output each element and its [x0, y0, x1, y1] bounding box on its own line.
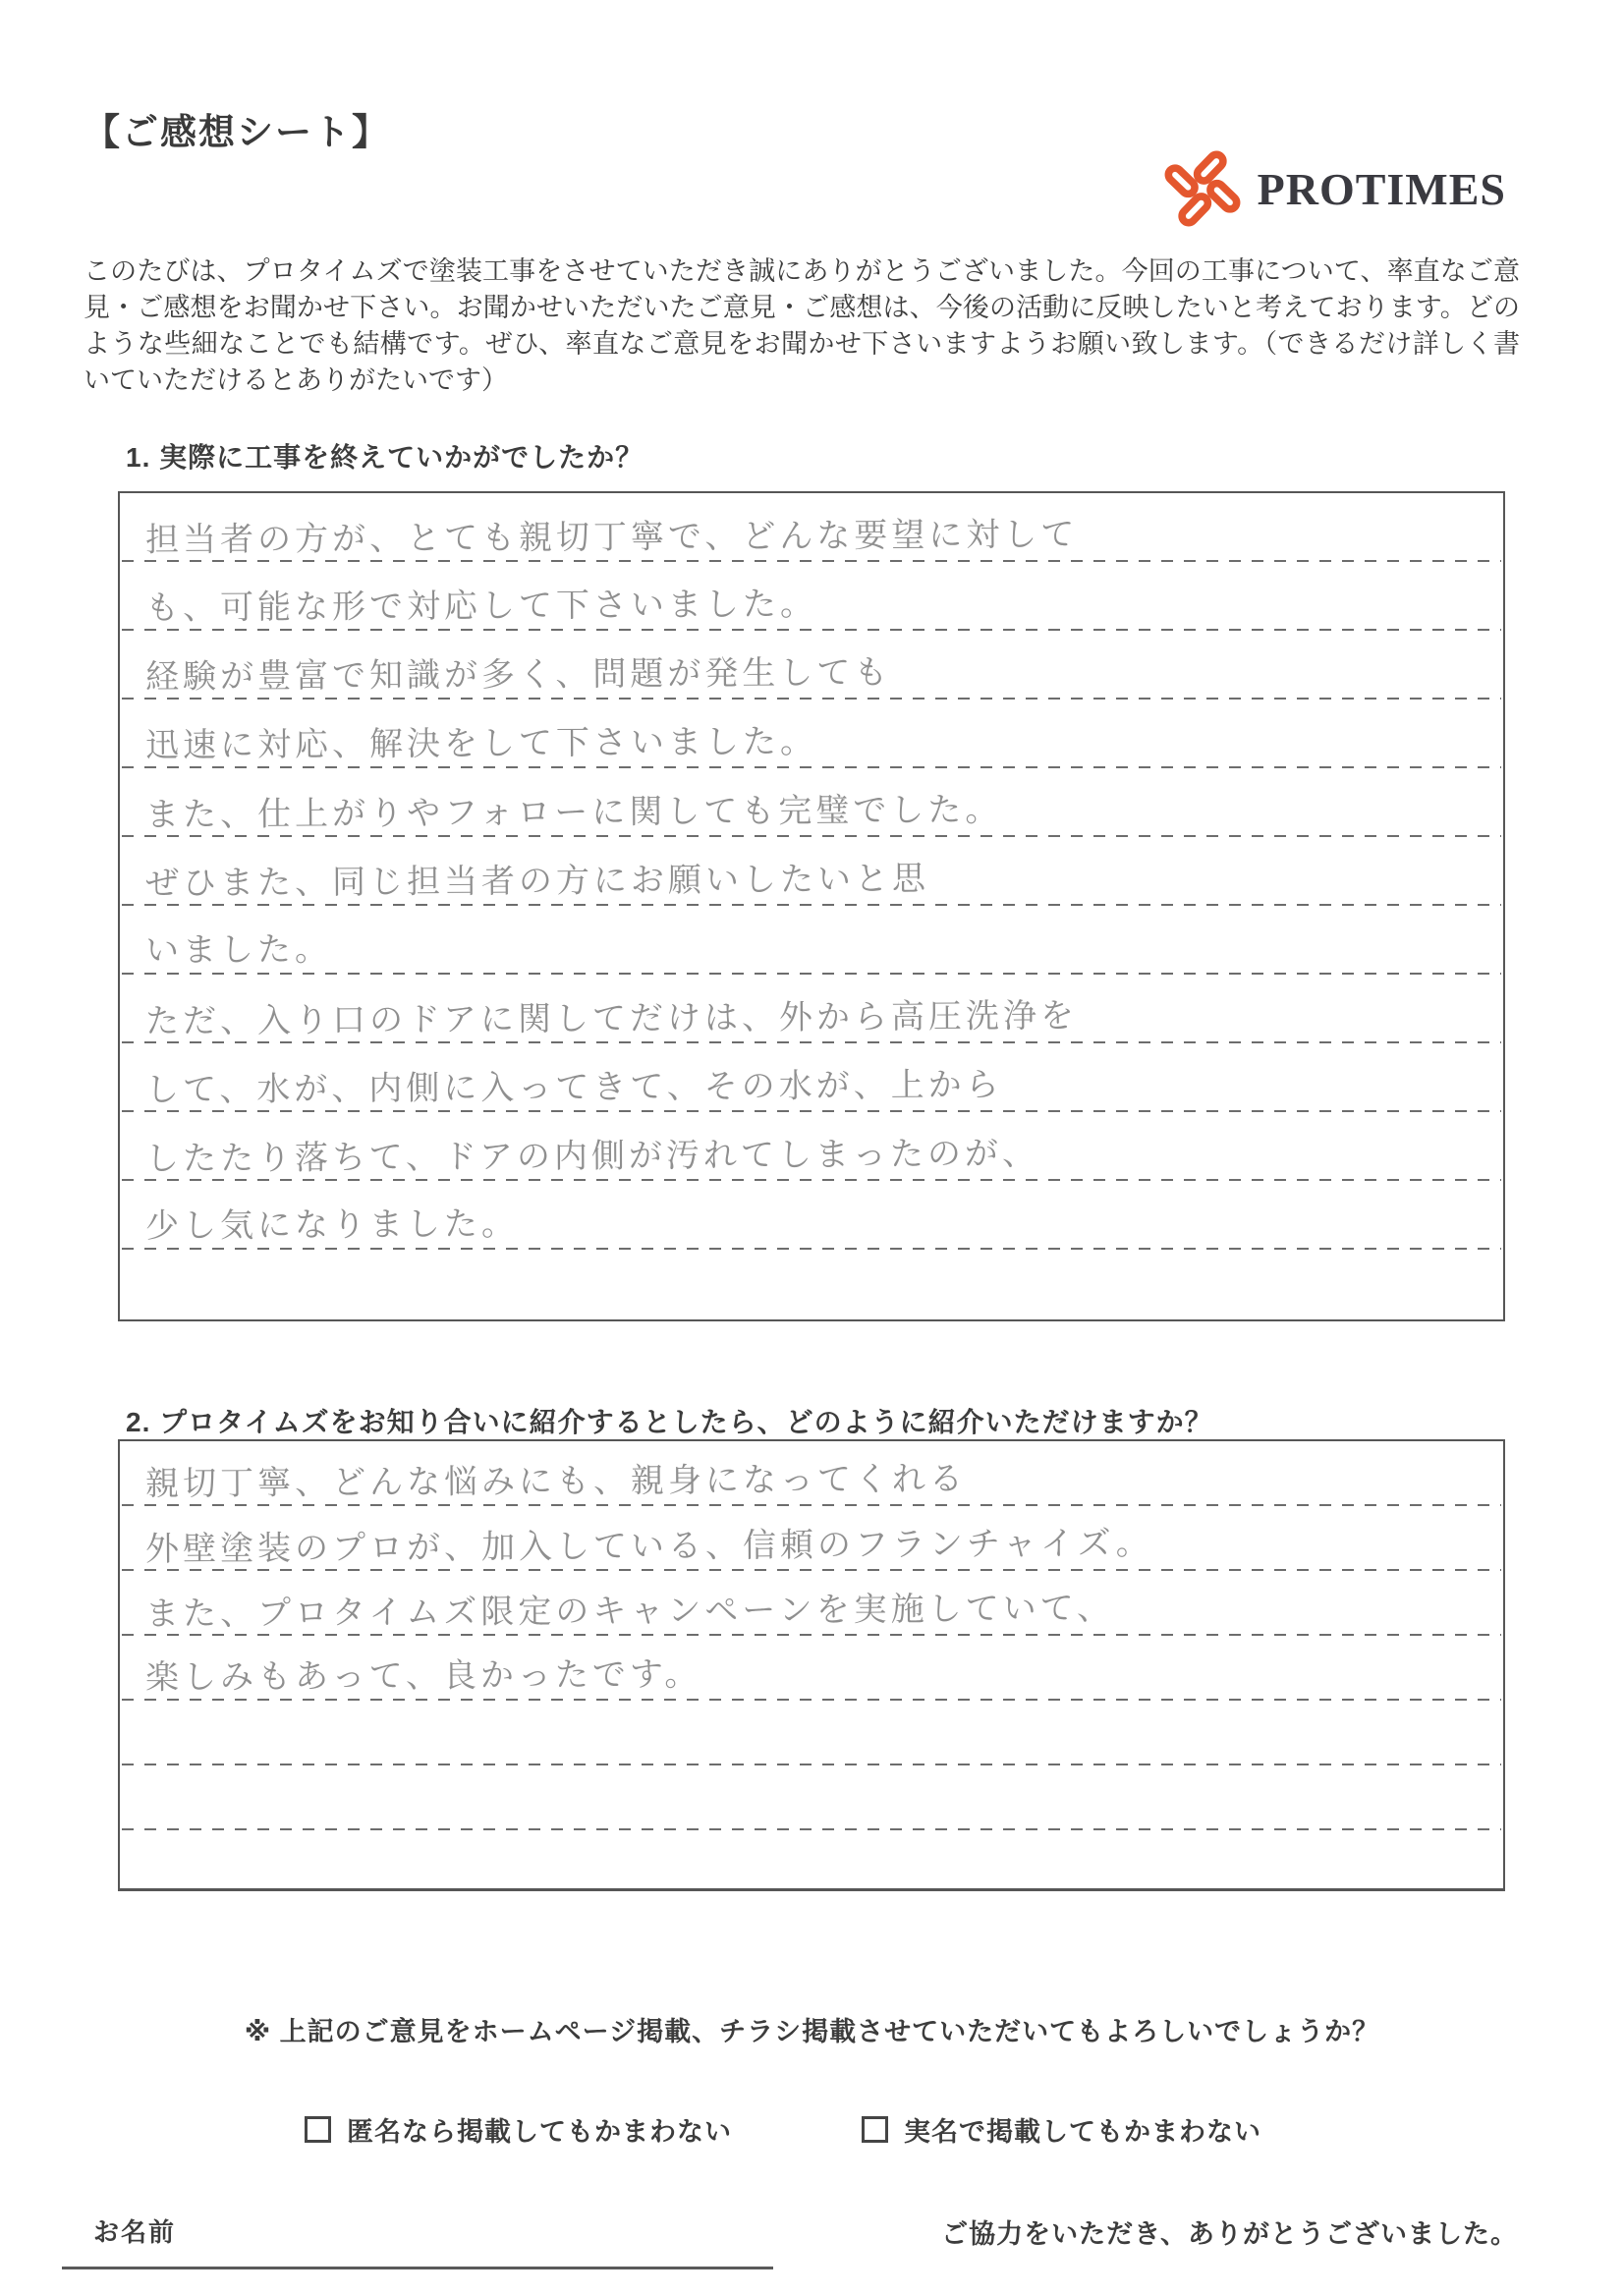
question-2-answer-box — [118, 1439, 1505, 1891]
answer-line-row — [120, 837, 1503, 906]
intro-text: このたびは、プロタイムズで塗装工事をさせていただき誠にありがとうございました。今回の工事について、率直なご意見・ご感想をお聞かせ下さい。お聞かせいただいたご意見・ご感想は、今後の活動に反映したいと考えております。どのような些細なことでも結構です。ぜひ、率直なご意見をお聞かせ下さいますようお願い致します。（できるだけ詳しく書いていただけるとありがたいです） — [84, 256, 1520, 395]
handwritten-answer-text: ただ、入り口のドアに関してだけは、外から高圧洗浄を — [144, 997, 1079, 1041]
answer-line-row — [120, 562, 1503, 631]
answer-line-row — [120, 1701, 1503, 1765]
handwritten-answer-text: いました。 — [144, 930, 333, 970]
checkbox-anonymous-label: 匿名なら掲載してもかまわない — [347, 2117, 732, 2147]
checkbox-option-realname[interactable] — [862, 2110, 1261, 2149]
checkbox-icon[interactable] — [862, 2116, 888, 2143]
question-1-answer-box — [118, 491, 1505, 1321]
answer-line-row — [120, 1571, 1503, 1636]
handwritten-answer-text: 少し気になりました。 — [144, 1205, 520, 1246]
handwritten-answer-text: ぜひまた、同じ担当者の方にお願いしたいと思 — [144, 860, 930, 903]
answer-line-row — [120, 1112, 1503, 1181]
name-label: お名前 — [93, 2217, 177, 2247]
answer-line-row — [120, 1765, 1503, 1830]
handwritten-answer-text: したたり落ちて、ドアの内側が汚れてしまったのが、 — [144, 1135, 1040, 1179]
handwritten-answer-text: も、可能な形で対応して下さいました。 — [144, 586, 818, 628]
handwritten-answer-text: 迅速に対応、解決をして下さいました。 — [144, 723, 818, 765]
checkbox-option-anonymous[interactable] — [305, 2110, 732, 2149]
answer-line-row — [120, 1181, 1503, 1250]
thanks-text: ご協力をいただき、ありがとうございました。 — [941, 2219, 1518, 2249]
answer-line-row — [120, 1043, 1503, 1112]
answer-line-row — [120, 631, 1503, 700]
handwritten-answer-text: 親切丁寧、どんな悩みにも、親身になってくれる — [144, 1460, 968, 1503]
protimes-logo-text: PROTIMES — [1257, 163, 1506, 214]
handwritten-answer-text: 外壁塗装のプロが、加入している、信頼のフランチャイズ。 — [144, 1525, 1153, 1569]
consent-options — [305, 2110, 1261, 2149]
checkbox-icon[interactable] — [305, 2116, 331, 2143]
answer-line-row — [120, 768, 1503, 837]
handwritten-answer-text: 担当者の方が、とても親切丁寧で、どんな要望に対して — [144, 516, 1079, 560]
answer-line-row — [120, 975, 1503, 1043]
protimes-logo — [1161, 147, 1506, 230]
page-title: 【ご感想シート】 — [84, 112, 390, 152]
answer-line-row — [120, 906, 1503, 975]
protimes-pinwheel-icon — [1161, 147, 1244, 230]
consent-question: ※ 上記のご意見をホームページ掲載、チラシ掲載させていただいてもよろしいでしょうか？ — [244, 2017, 1380, 2046]
handwritten-answer-text: また、仕上がりやフォローに関しても完璧でした。 — [144, 791, 1003, 834]
question-1-label: 1. 実際に工事を終えていかがでしたか？ — [126, 442, 644, 473]
question-2-label: 2. プロタイムズをお知り合いに紹介するとしたら、どのように紹介いただけますか？ — [126, 1407, 1213, 1437]
handwritten-answer-text: 経験が豊富で知識が多く、問題が発生しても — [144, 653, 892, 697]
handwritten-answer-text: 楽しみもあって、良かったです。 — [144, 1655, 702, 1698]
name-input-line[interactable] — [62, 2201, 773, 2269]
handwritten-answer-text: して、水が、内側に入ってきて、その水が、上から — [144, 1066, 1003, 1109]
answer-line-row — [120, 1636, 1503, 1701]
answer-line-row — [120, 1506, 1503, 1571]
checkbox-realname-label: 実名で掲載してもかまわない — [904, 2117, 1261, 2147]
answer-line-row — [120, 1441, 1503, 1506]
answer-line-row — [120, 493, 1503, 562]
handwritten-answer-text: また、プロタイムズ限定のキャンペーンを実施していて、 — [144, 1590, 1115, 1634]
answer-line-row — [120, 700, 1503, 768]
